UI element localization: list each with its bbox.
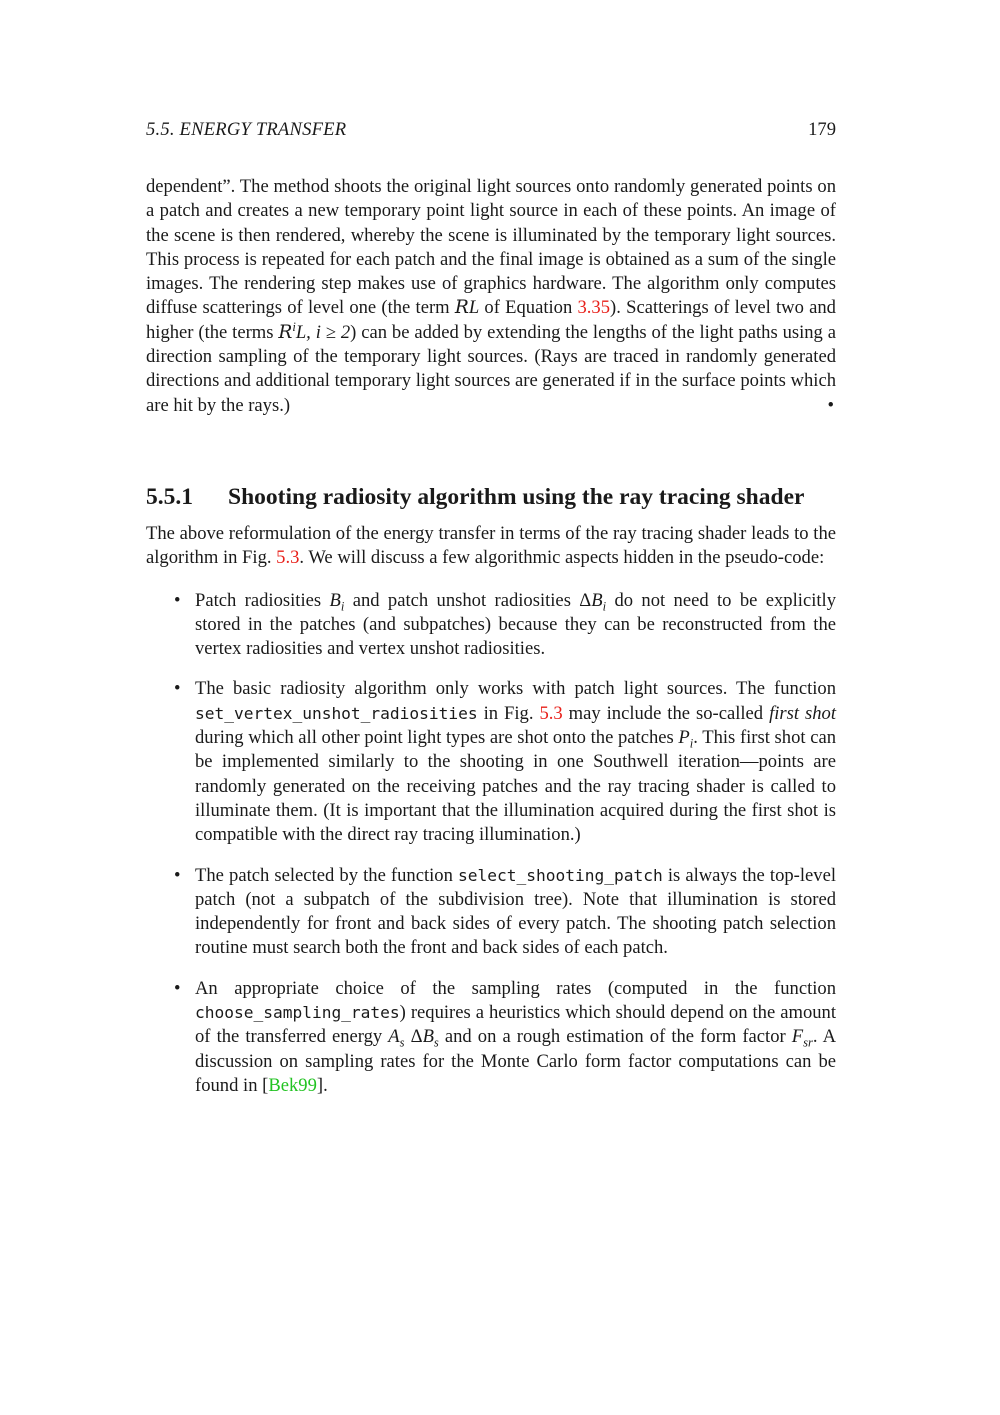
list-item: • The patch selected by the function select_shooting_patch is always the top-level patch (not a subpatch of the subdivision tree). Note that illumination is stored independently for front and back sides of every patch. The shooting patch selection routine must search both the front and back sides of each patch. bbox=[174, 864, 837, 959]
equation-link[interactable]: 3.35 bbox=[577, 297, 611, 319]
running-header bbox=[146, 118, 836, 148]
figure-link[interactable]: 5.3 bbox=[539, 702, 563, 724]
section-number: 5.5.1 bbox=[146, 483, 193, 510]
page-number: 179 bbox=[808, 119, 836, 140]
section-intro-paragraph: The above reformulation of the energy transfer in terms of the ray tracing shader leads to the algorithm in Fig. 5.3. We will discuss a few algorithmic aspects hidden in the pseudo-code: bbox=[146, 522, 836, 569]
running-section-title: 5.5. ENERGY TRANSFER bbox=[146, 119, 347, 140]
section-heading bbox=[146, 482, 836, 512]
list-item: • Patch radiosities $B_i$ and patch unshot radiosities $\Delta B_i$ do not need to be explicitly stored in the patches (and subpatches) because they can be reconstructed from the vertex radiosities and vertex unshot radiosities. bbox=[174, 589, 836, 660]
list-item: • An appropriate choice of the sampling rates (computed in the function choose_sampling_rates) requires a heuristics which should depend on the amount of the transferred energy $A_s$ $\Delta B_s$ and on a rough estimation of the form factor $F_{sr}$. A discussion on sampling rates for the Monte Carlo form factor computations can be found in [Bek99]. bbox=[174, 977, 837, 1096]
section-title: Shooting radiosity algorithm using the ray tracing shader bbox=[228, 483, 805, 510]
code-identifier: set_vertex_unshot_radiosities bbox=[195, 703, 478, 723]
aspects-list bbox=[146, 589, 836, 1099]
end-of-example-mark: • bbox=[827, 394, 834, 416]
code-identifier: choose_sampling_rates bbox=[195, 1003, 400, 1023]
intro-paragraph: dependent”. The method shoots the original light sources onto randomly generated points on a patch and creates a new temporary point light source in each of these points. An image of the scene is then rendered, whereby the scene is illuminated by the temporary light sources. This process is repeated for each patch and the final image is obtained as a sum of the single images. The rendering step makes use of graphics hardware. The algorithm only computes diffuse scatterings of level one (the term RL of Equation 3.35). Scatterings of level two and higher (the terms $R^iL$, i ≥ 2) can be added by extending the lengths of the light paths using a direction sampling of the temporary light sources. (Rays are traced in randomly generated directions and additional temporary light sources are generated if in the surface points which are hit by the rays.) • bbox=[146, 175, 836, 418]
page bbox=[146, 118, 836, 1114]
figure-link[interactable]: 5.3 bbox=[276, 547, 300, 569]
code-identifier: select_shooting_patch bbox=[458, 865, 663, 885]
citation-link[interactable]: Bek99 bbox=[268, 1074, 317, 1096]
list-item: • The basic radiosity algorithm only works with patch light sources. The function set_vertex_unshot_radiosities in Fig. 5.3 may include the so-called first shot during which all other point light types are shot onto the patches $P_i$. This first shot can be implemented similarly to the shooting in one Southwell iteration—points are randomly generated on the receiving patches and the ray tracing shader is called to illuminate them. (It is important that the illumination acquired during the first shot is compatible with the direct ray tracing illumination.) bbox=[174, 678, 837, 846]
